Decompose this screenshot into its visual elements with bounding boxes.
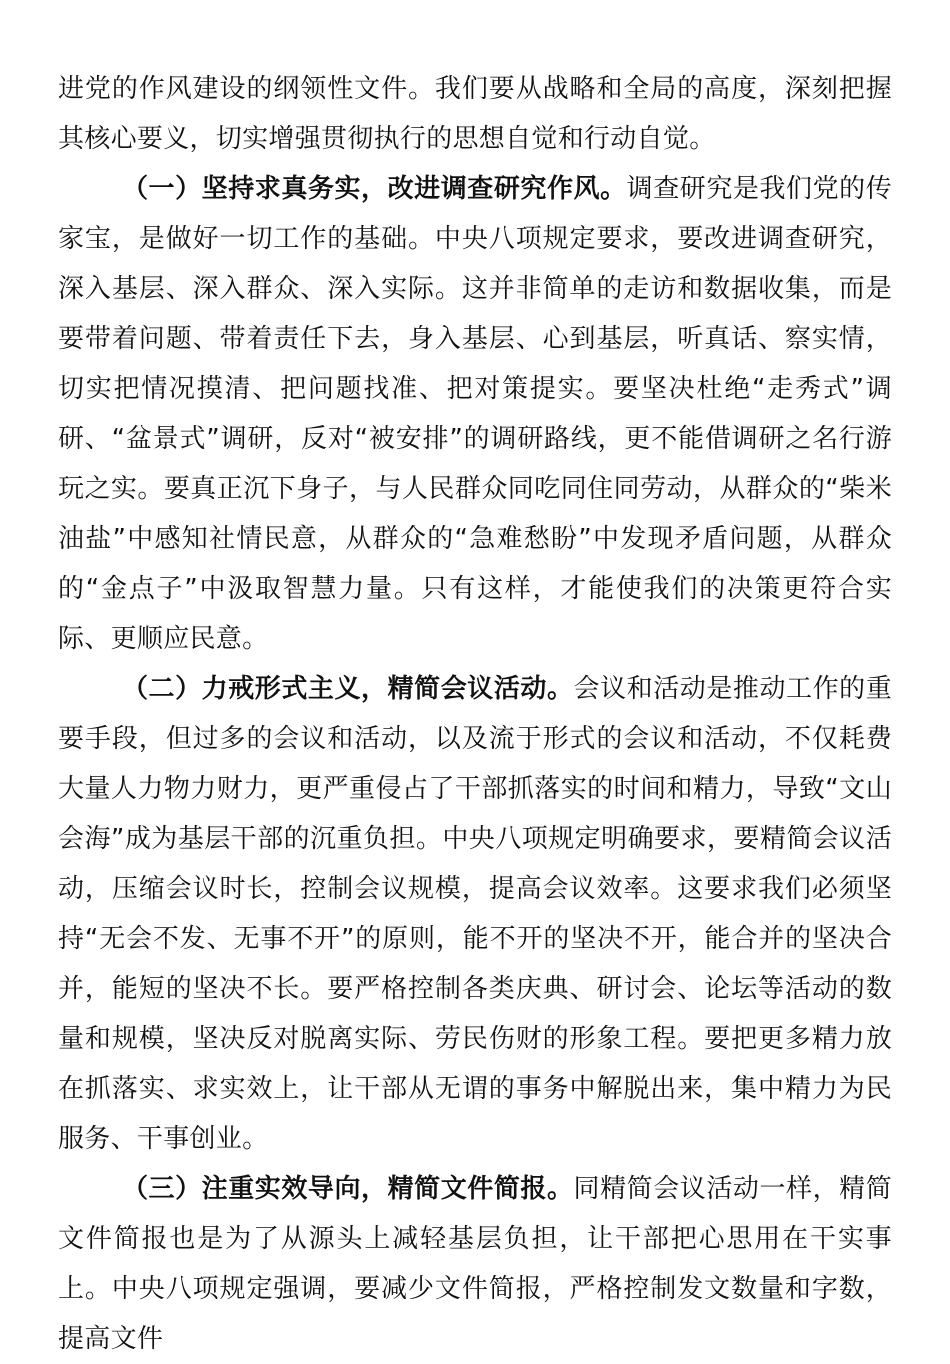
section-heading: （三）注重实效导向，精简文件简报。 bbox=[122, 1174, 574, 1204]
paragraph-section-3 bbox=[58, 1164, 892, 1364]
paragraph-text: 同精简会议活动一样，精简文件简报也是为了从源头上减轻基层负担，让干部把心思用在干实事上。中央八项规定强调，要减少文件简报，严格控制发文数量和字数，提高文件 bbox=[58, 1174, 892, 1354]
paragraph-section-2 bbox=[58, 664, 892, 1164]
paragraph-section-1 bbox=[58, 164, 892, 664]
paragraph-text: 调查研究是我们党的传家宝，是做好一切工作的基础。中央八项规定要求，要改进调查研究，深入基层、深入群众、深入实际。这并非简单的走访和数据收集，而是要带着问题、带着责任下去，身入基层、心到基层，听真话、察实情，切实把情况摸清、把问题找准、把对策提实。要坚决杜绝“走秀式”调研、“盆景式”调研，反对“被安排”的调研路线，更不能借调研之名行游玩之实。要真正沉下身子，与人民群众同吃同住同劳动，从群众的“柴米油盐”中感知社情民意，从群众的“急难愁盼”中发现矛盾问题，从群众的“金点子”中汲取智慧力量。只有这样，才能使我们的决策更符合实际、更顺应民意。 bbox=[58, 174, 892, 654]
document-body bbox=[58, 64, 892, 1364]
section-heading: （一）坚持求真务实，改进调查研究作风。 bbox=[122, 174, 627, 204]
section-heading: （二）力戒形式主义，精简会议活动。 bbox=[122, 674, 574, 704]
paragraph-text: 会议和活动是推动工作的重要手段，但过多的会议和活动，以及流于形式的会议和活动，不仅耗费大量人力物力财力，更严重侵占了干部抓落实的时间和精力，导致“文山会海”成为基层干部的沉重负担。中央八项规定明确要求，要精简会议活动，压缩会议时长，控制会议规模，提高会议效率。这要求我们必须坚持“无会不发、无事不开”的原则，能不开的坚决不开，能合并的坚决合并，能短的坚决不长。要严格控制各类庆典、研讨会、论坛等活动的数量和规模，坚决反对脱离实际、劳民伤财的形象工程。要把更多精力放在抓落实、求实效上，让干部从无谓的事务中解脱出来，集中精力为民服务、干事创业。 bbox=[58, 674, 892, 1154]
paragraph-continuation bbox=[58, 64, 892, 164]
paragraph-text: 进党的作风建设的纲领性文件。我们要从战略和全局的高度，深刻把握其核心要义，切实增强贯彻执行的思想自觉和行动自觉。 bbox=[58, 74, 892, 154]
